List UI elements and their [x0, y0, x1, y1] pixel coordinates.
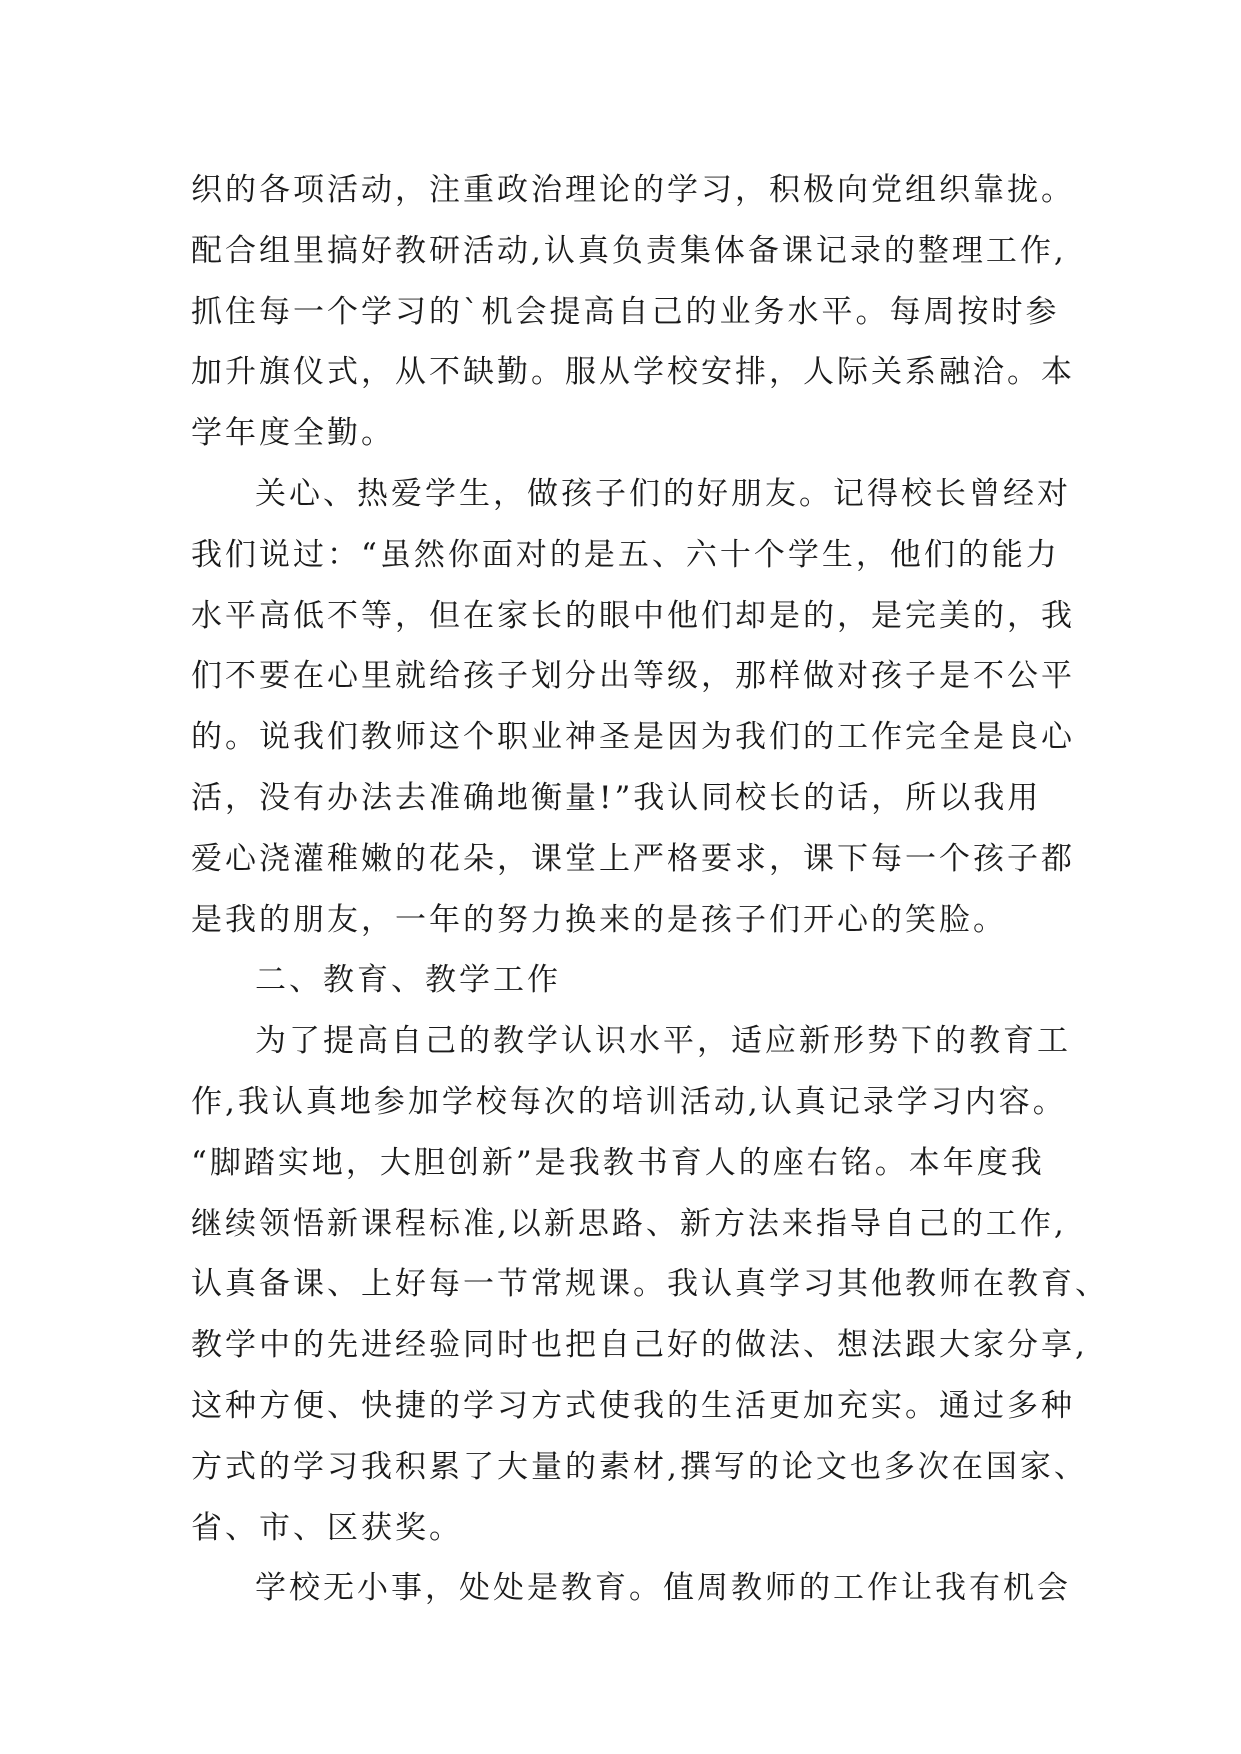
text-line: 继续领悟新课程标准,以新思路、新方法来指导自己的工作,: [191, 1205, 1067, 1242]
text-line: 配合组里搞好教研活动,认真负责集体备课记录的整理工作,: [191, 232, 1067, 269]
text-line: 抓住每一个学习的`机会提高自己的业务水平。每周按时参: [191, 293, 1060, 330]
text-line: 关心、热爱学生，做孩子们的好朋友。记得校长曾经对: [255, 475, 1071, 512]
text-line: 的。说我们教师这个职业神圣是因为我们的工作完全是良心: [191, 719, 1075, 756]
text-line: 们不要在心里就给孩子划分出等级，那样做对孩子是不公平: [191, 658, 1075, 695]
text-line: 认真备课、上好每一节常规课。我认真学习其他教师在教育、: [191, 1266, 1109, 1303]
text-line: 我们说过：“虽然你面对的是五、六十个学生，他们的能力: [191, 536, 1060, 573]
text-line: 省、市、区获奖。: [191, 1509, 463, 1546]
body-text: [191, 160, 1109, 1619]
text-line: 爱心浇灌稚嫩的花朵，课堂上严格要求，课下每一个孩子都: [191, 840, 1075, 877]
text-line: 教学中的先进经验同时也把自己好的做法、想法跟大家分享,: [191, 1327, 1088, 1364]
text-line: 织的各项活动，注重政治理论的学习，积极向党组织靠拢。: [191, 172, 1075, 208]
text-line: 是我的朋友，一年的努力换来的是孩子们开心的笑脸。: [191, 901, 1007, 938]
text-line: 二、教育、教学工作: [255, 962, 561, 999]
text-line: 学校无小事，处处是教育。值周教师的工作让我有机会: [255, 1570, 1071, 1607]
text-line: 作,我认真地参加学校每次的培训活动,认真记录学习内容。: [191, 1083, 1067, 1120]
text-line: 为了提高自己的教学认识水平，适应新形势下的教育工: [255, 1023, 1071, 1060]
text-line: 方式的学习我积累了大量的素材,撰写的论文也多次在国家、: [191, 1448, 1088, 1485]
text-line: “脚踏实地，大胆创新”是我教书育人的座右铭。本年度我: [191, 1144, 1045, 1181]
text-line: 加升旗仪式，从不缺勤。服从学校安排，人际关系融洽。本: [191, 354, 1075, 391]
text-line: 学年度全勤。: [191, 415, 395, 452]
text-line: 水平高低不等，但在家长的眼中他们却是的，是完美的，我: [191, 597, 1075, 634]
text-line: 活，没有办法去准确地衡量!”我认同校长的话，所以我用: [191, 779, 1042, 816]
text-line: 这种方便、快捷的学习方式使我的生活更加充实。通过多种: [191, 1387, 1075, 1424]
